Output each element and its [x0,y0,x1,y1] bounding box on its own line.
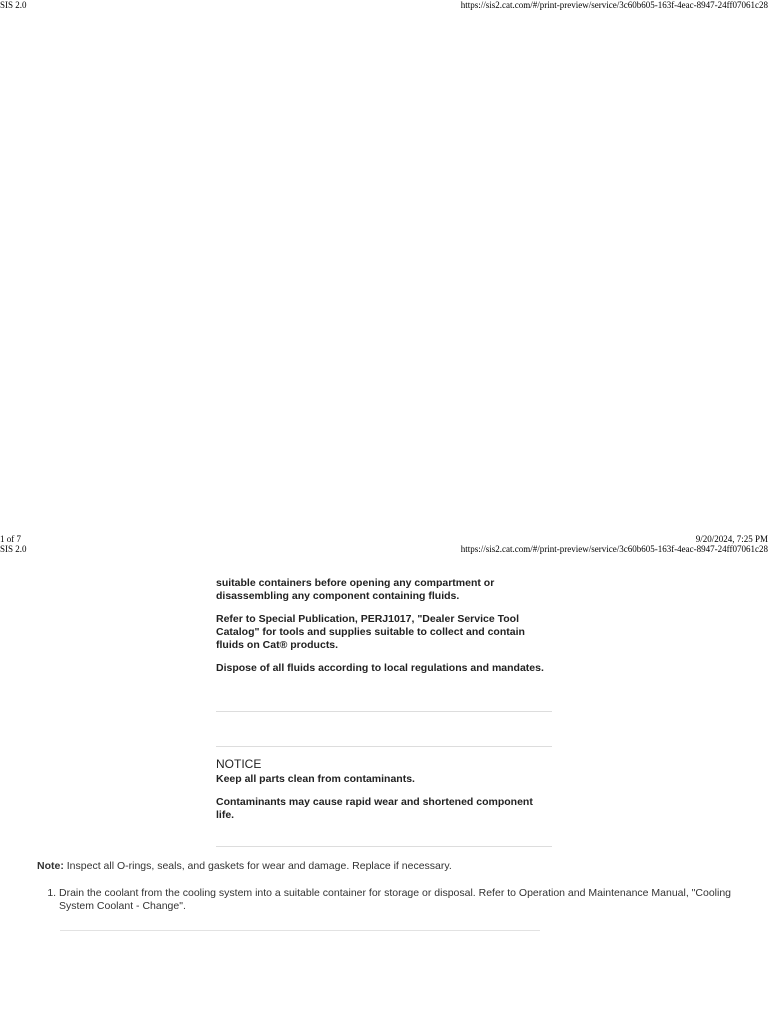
notice-paragraph-1: Keep all parts clean from contaminants. [216,773,415,785]
notice-block [216,758,552,832]
notice-bottom-divider [216,846,552,847]
procedure-steps [37,887,759,913]
divider [216,711,552,712]
fluids-paragraph-2: Refer to Special Publication, PERJ1017, "Dealer Service Tool Catalog" for tools and supplies suitable to collect and contain fluids on Cat® products. [216,613,525,651]
note-text: Inspect all O-rings, seals, and gaskets for wear and damage. Replace if necessary. [63,860,452,872]
page1-header-url: https://sis2.cat.com/#/print-preview/service/3c60b605-163f-4eac-8947-24ff07061c28 [460,0,768,10]
page1-footer-page-count: 1 of 7 [0,534,21,544]
procedure-step: 1. Drain the coolant from the cooling system into a suitable container for storage or disposal. Refer to Operation and Maintenance Manual, "Cooling System Coolant - Change". [59,887,759,913]
step-divider [60,930,540,931]
note [37,860,737,873]
notice-top-divider [216,746,552,747]
page1-footer-timestamp: 9/20/2024, 7:25 PM [695,534,768,544]
page2-header-title: SIS 2.0 [0,544,27,554]
note-label: Note: [37,860,64,872]
notice-paragraph-2: Contaminants may cause rapid wear and shortened component life. [216,796,533,821]
notice-title: NOTICE [216,757,262,771]
fluids-warning-block [216,577,552,685]
page2-header-url: https://sis2.cat.com/#/print-preview/service/3c60b605-163f-4eac-8947-24ff07061c28 [460,544,768,554]
page1-header-title: SIS 2.0 [0,0,27,10]
fluids-paragraph-3: Dispose of all fluids according to local regulations and mandates. [216,662,544,674]
fluids-paragraph-1: suitable containers before opening any compartment or disassembling any component containing fluids. [216,577,495,602]
